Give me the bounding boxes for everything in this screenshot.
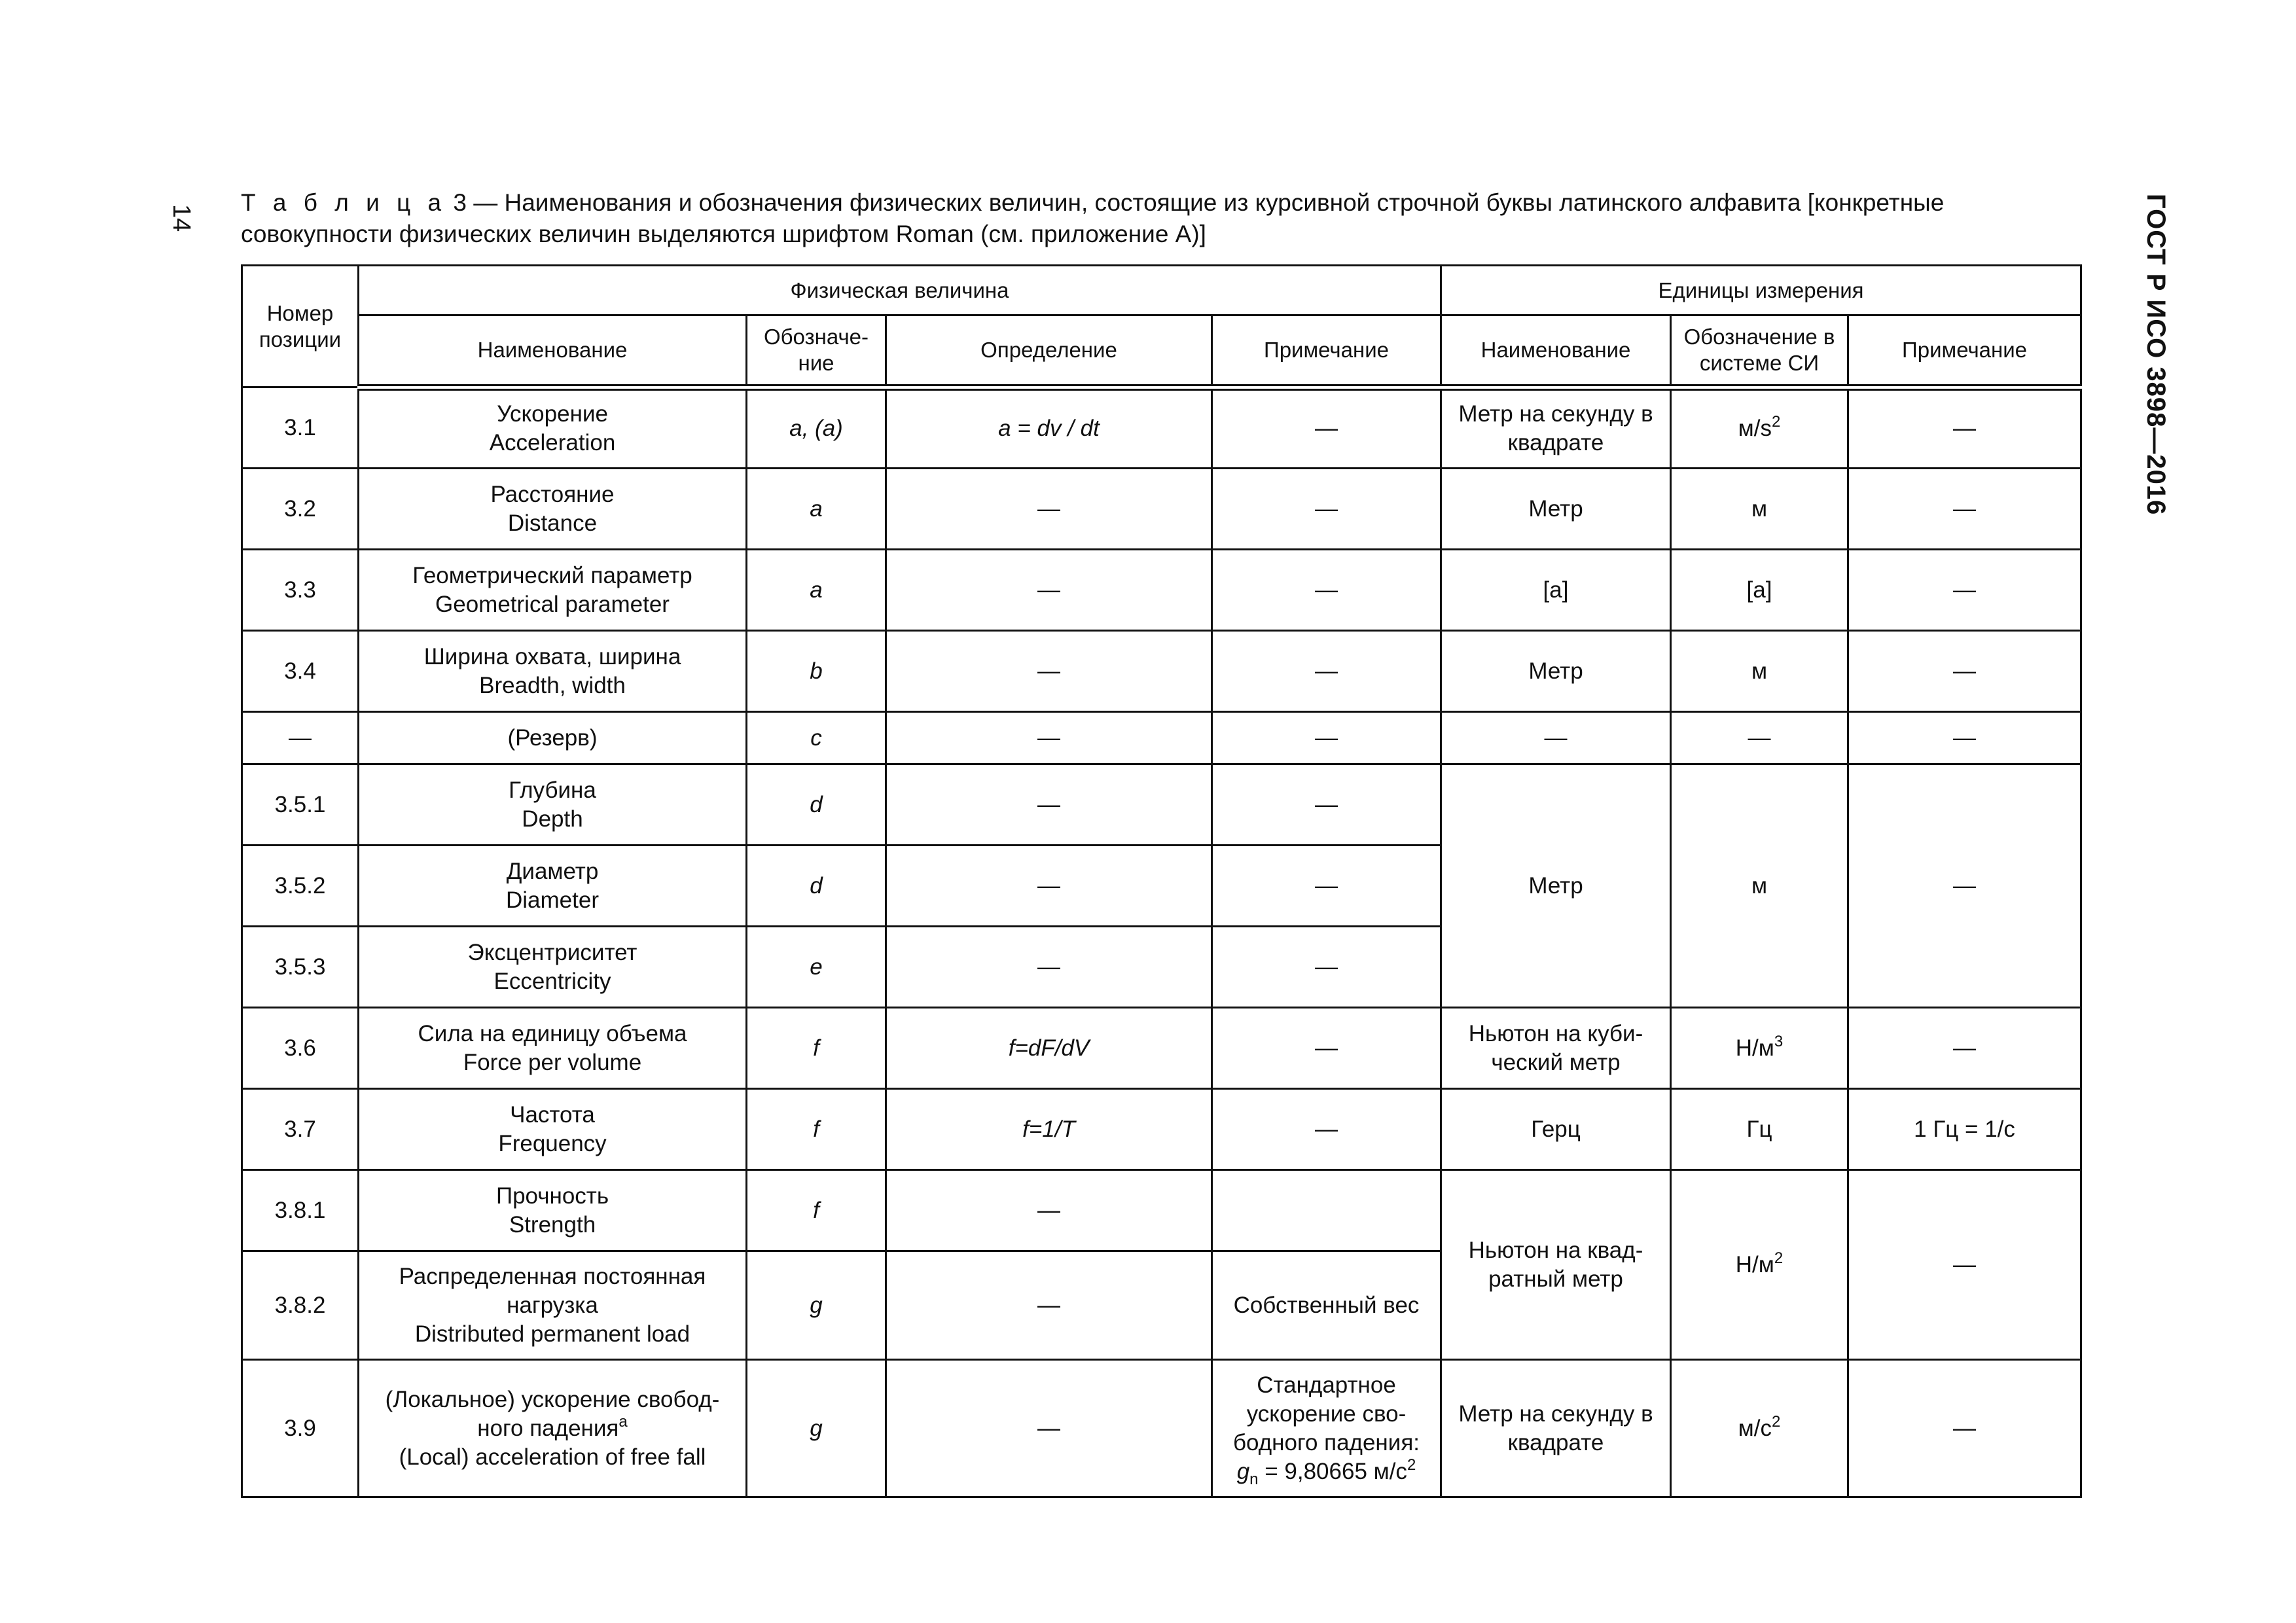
table-row [242,469,2081,550]
definition-cell: — [886,631,1212,712]
table-row [242,550,2081,631]
name-cell: Диаметр Diameter [359,846,747,927]
si-symbol-cell: м [1671,631,1848,712]
header-si-symbol: Обозначение в системе СИ [1671,315,1848,387]
footnote-marker: a [619,1412,628,1431]
symbol-cell: g [747,1360,886,1497]
symbol-cell: a [747,550,886,631]
table-row [242,712,2081,764]
table-row [242,631,2081,712]
position-cell: — [242,712,359,764]
definition-cell: a = dv / dt [886,387,1212,469]
note-cell: — [1212,550,1441,631]
note-cell: — [1212,469,1441,550]
name-cell: Сила на единицу объема Force per volume [359,1008,747,1089]
symbol-cell: e [747,927,886,1008]
unit-name-cell: Ньютон на квад-ратный метр [1441,1170,1671,1360]
unit-note-cell: — [1848,1008,2081,1089]
unit-name-cell: [a] [1441,550,1671,631]
note-cell: — [1212,846,1441,927]
definition-cell: — [886,846,1212,927]
position-cell: 3.9 [242,1360,359,1497]
definition-cell: f=dF/dV [886,1008,1212,1089]
name-cell: Геометрический параметр Geometrical parameter [359,550,747,631]
header-definition: Определение [886,315,1212,387]
header-note: Примечание [1212,315,1441,387]
header-unit-name: Наименование [1441,315,1671,387]
si-symbol-cell: Гц [1671,1089,1848,1170]
symbol-cell: a [747,469,886,550]
note-cell [1212,1170,1441,1251]
unit-name-cell: Метр на секунду в квадрате [1441,387,1671,469]
header-name: Наименование [359,315,747,387]
name-cell: Распределенная постоянная нагрузка Distributed permanent load [359,1251,747,1360]
unit-name-cell: Метр [1441,631,1671,712]
note-cell: — [1212,764,1441,846]
table-row [242,1170,2081,1251]
unit-note-cell: — [1848,712,2081,764]
si-symbol-cell: $Н/м^2$ [1671,1170,1848,1360]
symbol-cell: f [747,1089,886,1170]
header-unit-note: Примечание [1848,315,2081,387]
symbol-cell: f [747,1008,886,1089]
note-cell: — [1212,1089,1441,1170]
caption-text: 3 — Наименования и обозначения физических величин, состоящие из курсивной строчной буквы латинского алфавита [конкретные совокупности физических величин выделяются шрифтом Roman (см. приложение А)] [241,189,1945,247]
definition-cell: — [886,550,1212,631]
symbol-cell: a, (a) [747,387,886,469]
name-cell: (Локальное) ускорение свобод-ного падения$^a$ (Local) acceleration of free fall [359,1360,747,1497]
table-row [242,387,2081,469]
symbol-cell: c [747,712,886,764]
page-number: 14 [168,204,195,232]
table-row [242,1089,2081,1170]
definition-cell: — [886,1360,1212,1497]
note-cell: — [1212,387,1441,469]
unit-name-cell: Герц [1441,1089,1671,1170]
header-position: Номер позиции [242,266,359,387]
unit-name-cell: Метр [1441,469,1671,550]
note-cell: — [1212,927,1441,1008]
position-cell: 3.8.2 [242,1251,359,1360]
definition-cell: — [886,764,1212,846]
header-physical-quantity: Физическая величина [359,266,1441,315]
definition-cell: — [886,927,1212,1008]
position-cell: 3.5.2 [242,846,359,927]
definition-cell: — [886,469,1212,550]
name-cell: Частота Frequency [359,1089,747,1170]
unit-note-cell: — [1848,1360,2081,1497]
unit-name-cell: — [1441,712,1671,764]
position-cell: 3.1 [242,387,359,469]
position-cell: 3.7 [242,1089,359,1170]
position-cell: 3.3 [242,550,359,631]
position-cell: 3.4 [242,631,359,712]
definition-cell: — [886,1251,1212,1360]
table-caption [241,187,2080,250]
si-symbol-cell: м [1671,469,1848,550]
note-cell: — [1212,631,1441,712]
position-cell: 3.5.3 [242,927,359,1008]
note-cell: Собственный вес [1212,1251,1441,1360]
definition-cell: — [886,1170,1212,1251]
name-cell: Ускорение Acceleration [359,387,747,469]
position-cell: 3.6 [242,1008,359,1089]
position-cell: 3.2 [242,469,359,550]
si-symbol-cell: м [1671,764,1848,1008]
si-symbol-cell: $м/s^2$ [1671,387,1848,469]
unit-note-cell: — [1848,469,2081,550]
unit-name-cell: Ньютон на куби-ческий метр [1441,1008,1671,1089]
unit-name-cell: Метр на секунду в квадрате [1441,1360,1671,1497]
name-cell: Ширина охвата, ширина Breadth, width [359,631,747,712]
table-row [242,1360,2081,1497]
unit-note-cell: — [1848,387,2081,469]
symbol-cell: g [747,1251,886,1360]
si-symbol-cell: $м/с^2$ [1671,1360,1848,1497]
definition-cell: — [886,712,1212,764]
unit-name-cell: Метр [1441,764,1671,1008]
unit-note-cell: — [1848,631,2081,712]
si-symbol-cell: [a] [1671,550,1848,631]
unit-note-cell: — [1848,550,2081,631]
unit-note-cell: 1 Гц = 1/с [1848,1089,2081,1170]
caption-prefix: Т а б л и ц а [241,189,447,216]
symbol-cell: d [747,764,886,846]
definition-cell: f=1/T [886,1089,1212,1170]
header-units: Единицы измерения [1441,266,2081,315]
header-symbol: Обозначе-ние [747,315,886,387]
unit-note-cell: — [1848,764,2081,1008]
note-cell: — [1212,1008,1441,1089]
quantities-table [241,264,2082,1498]
document-side-title: ГОСТ Р ИСО 3898—2016 [2142,194,2170,516]
table-row [242,764,2081,846]
si-symbol-cell: $Н/м^3$ [1671,1008,1848,1089]
name-cell: (Резерв) [359,712,747,764]
name-cell: Прочность Strength [359,1170,747,1251]
si-symbol-cell: — [1671,712,1848,764]
symbol-cell: b [747,631,886,712]
symbol-cell: f [747,1170,886,1251]
name-cell: Расстояние Distance [359,469,747,550]
unit-note-cell: — [1848,1170,2081,1360]
position-cell: 3.5.1 [242,764,359,846]
symbol-cell: d [747,846,886,927]
note-cell: Стандартное ускорение сво-бодного падения: $g_n = 9,80665$ $м/с^2$ [1212,1360,1441,1497]
position-cell: 3.8.1 [242,1170,359,1251]
name-cell: Эксцентриситет Eccentricity [359,927,747,1008]
name-cell: Глубина Depth [359,764,747,846]
table-row [242,1008,2081,1089]
note-cell: — [1212,712,1441,764]
